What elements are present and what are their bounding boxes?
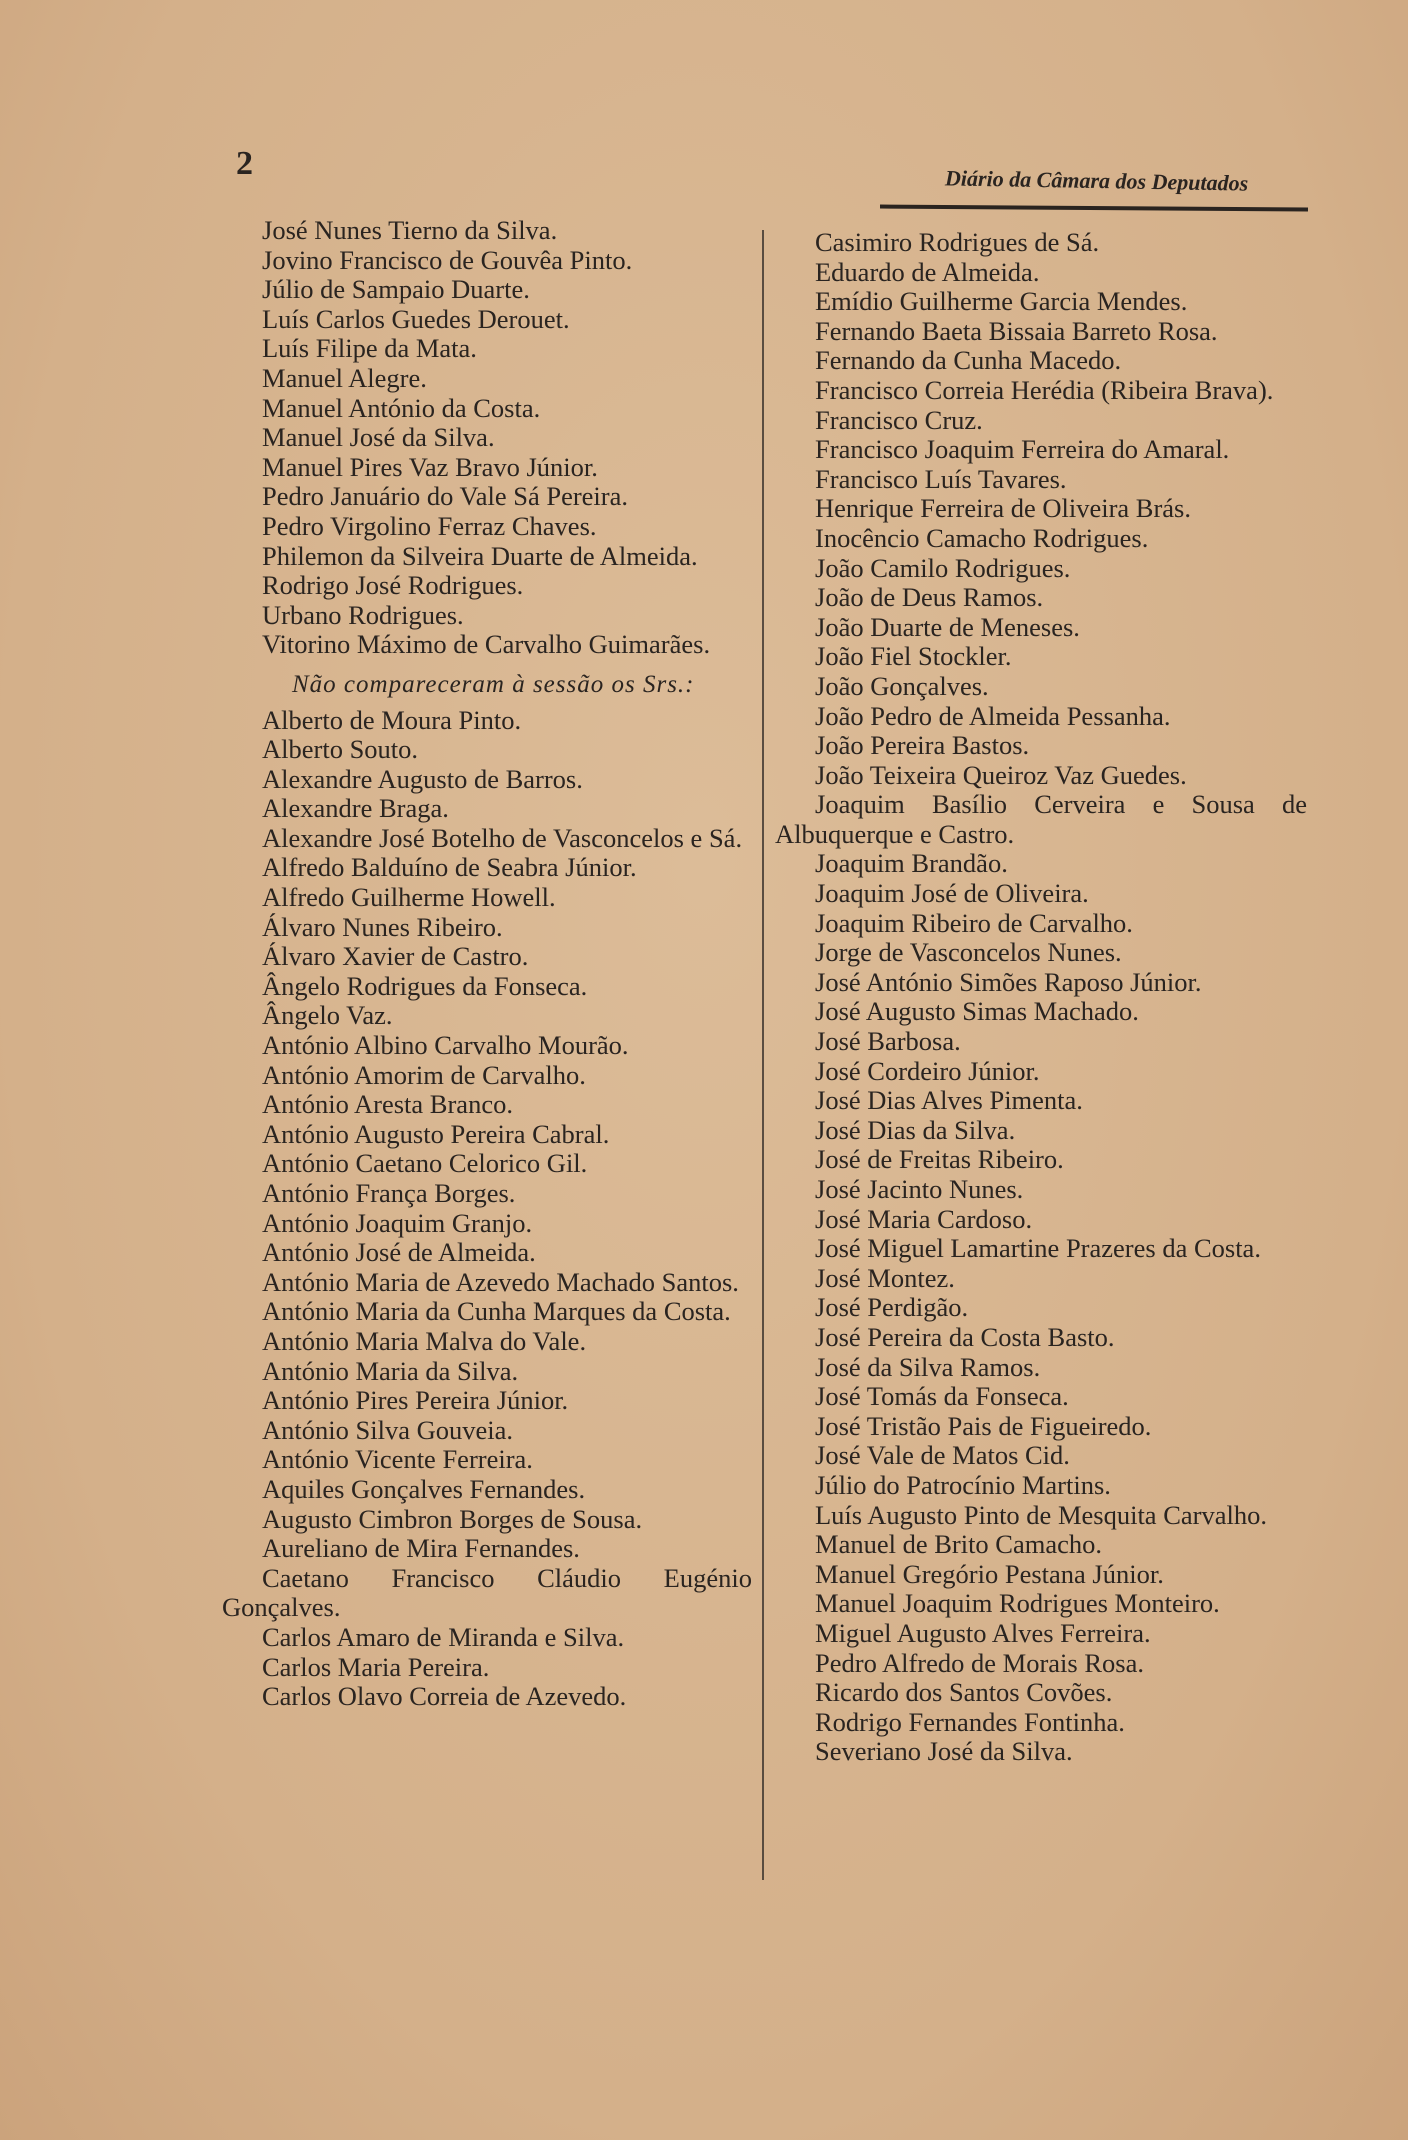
deputy-name: José Miguel Lamartine Prazeres da Costa. [815, 1233, 1261, 1264]
deputy-name: António Joaquim Granjo. [262, 1207, 533, 1238]
deputy-name: José Tomás da Fonseca. [815, 1381, 1069, 1412]
deputy-name: José Pereira da Costa Basto. [815, 1321, 1115, 1352]
deputy-name: Severiano José da Silva. [815, 1736, 1073, 1767]
deputy-name: José Montez. [815, 1262, 955, 1293]
deputy-name: Alberto Souto. [262, 734, 419, 765]
deputy-name: Philemon da Silveira Duarte de Almeida. [262, 540, 698, 571]
deputy-name: António Albino Carvalho Mourão. [262, 1030, 629, 1061]
deputy-name: António Maria Malva do Vale. [262, 1325, 587, 1356]
deputy-name: Pedro Januário do Vale Sá Pereira. [262, 481, 628, 512]
deputy-name: Álvaro Xavier de Castro. [262, 941, 529, 972]
deputy-name: Álvaro Nunes Ribeiro. [262, 911, 503, 942]
deputy-name: João Camilo Rodrigues. [815, 552, 1071, 583]
deputy-name: Joaquim Basílio Cerveira e Sousa de Albuquerque e Castro. [775, 789, 1307, 849]
deputy-name: José de Freitas Ribeiro. [815, 1144, 1064, 1175]
deputy-name: Francisco Luís Tavares. [815, 463, 1067, 494]
deputy-name: Luís Carlos Guedes Derouet. [262, 303, 570, 334]
deputy-name: António França Borges. [262, 1178, 516, 1208]
deputy-name: Urbano Rodrigues. [262, 599, 464, 630]
deputy-name: José Cordeiro Júnior. [815, 1055, 1040, 1086]
deputy-name: Pedro Virgolino Ferraz Chaves. [262, 510, 597, 541]
deputy-name: Carlos Olavo Correia de Azevedo. [262, 1681, 627, 1712]
deputy-name: Caetano Francisco Cláudio Eugénio Gonçalves. [222, 1562, 752, 1623]
header-rule [880, 205, 1308, 212]
deputy-name: Carlos Amaro de Miranda e Silva. [262, 1621, 625, 1652]
deputy-name: José Maria Cardoso. [815, 1203, 1033, 1234]
deputy-name: Manuel Joaquim Rodrigues Monteiro. [815, 1588, 1220, 1619]
deputy-name: Rodrigo José Rodrigues. [262, 570, 524, 601]
deputy-name: Aureliano de Mira Fernandes. [262, 1533, 580, 1564]
deputy-name: Manuel José da Silva. [262, 422, 495, 453]
deputy-name: João Teixeira Queiroz Vaz Guedes. [815, 759, 1187, 790]
deputy-name: Alfredo Guilherme Howell. [262, 882, 556, 913]
deputy-name: José Barbosa. [815, 1026, 961, 1057]
deputy-name: Francisco Correia Herédia (Ribeira Brava). [815, 374, 1274, 405]
deputy-name: Francisco Cruz. [815, 404, 983, 435]
deputy-name: Luís Augusto Pinto de Mesquita Carvalho. [815, 1499, 1267, 1530]
deputy-name: Jovino Francisco de Gouvêa Pinto. [262, 244, 633, 275]
deputy-name: Joaquim Brandão. [815, 848, 1008, 879]
deputy-name: Casimiro Rodrigues de Sá. [815, 227, 1100, 257]
deputy-name: Manuel Pires Vaz Bravo Júnior. [262, 451, 598, 482]
deputy-name: Jorge de Vasconcelos Nunes. [815, 937, 1122, 968]
deputy-name: Miguel Augusto Alves Ferreira. [815, 1617, 1151, 1648]
deputy-name: Ricardo dos Santos Covões. [815, 1677, 1113, 1708]
deputy-name: Ângelo Vaz. [262, 1000, 393, 1031]
deputy-name: Alberto de Moura Pinto. [262, 704, 522, 735]
deputy-name: José da Silva Ramos. [815, 1351, 1041, 1382]
deputy-name: António José de Almeida. [262, 1237, 536, 1268]
right-column [775, 228, 1307, 1767]
deputy-name: Alexandre Augusto de Barros. [262, 763, 583, 794]
deputy-name: Carlos Maria Pereira. [262, 1651, 490, 1682]
deputy-name: António Aresta Branco. [262, 1089, 513, 1120]
deputy-name: Luís Filipe da Mata. [262, 333, 477, 364]
deputy-name: Manuel Alegre. [262, 362, 427, 393]
deputy-name: Fernando da Cunha Macedo. [815, 345, 1122, 376]
deputy-name: António Silva Gouveia. [262, 1414, 513, 1445]
deputy-name: Fernando Baeta Bissaia Barreto Rosa. [815, 315, 1218, 346]
deputy-name: Francisco Joaquim Ferreira do Amaral. [815, 434, 1230, 465]
deputy-name: António Maria da Cunha Marques da Costa. [262, 1296, 731, 1327]
deputy-name: José Perdigão. [815, 1292, 969, 1323]
deputy-name: Joaquim José de Oliveira. [815, 878, 1089, 909]
deputy-name: Emídio Guilherme Garcia Mendes. [815, 286, 1188, 317]
deputy-name: João Duarte de Meneses. [815, 611, 1080, 642]
deputy-name: José Dias da Silva. [815, 1114, 1016, 1145]
deputy-name: Ângelo Rodrigues da Fonseca. [262, 970, 588, 1001]
deputy-name: António Pires Pereira Júnior. [262, 1385, 569, 1416]
deputy-name: António Maria da Silva. [262, 1355, 519, 1386]
deputy-name: Joaquim Ribeiro de Carvalho. [815, 907, 1133, 938]
deputy-name: António Vicente Ferreira. [262, 1444, 533, 1475]
deputy-name: Rodrigo Fernandes Fontinha. [815, 1706, 1125, 1737]
deputy-name: Inocêncio Camacho Rodrigues. [815, 522, 1149, 553]
deputy-name: Júlio de Sampaio Duarte. [262, 274, 530, 305]
deputy-name: Henrique Ferreira de Oliveira Brás. [815, 493, 1191, 524]
absent-list-left [222, 706, 752, 1712]
deputy-name: Alexandre José Botelho de Vasconcelos e Sá. [262, 822, 743, 853]
deputy-name: José Nunes Tierno da Silva. [262, 215, 558, 245]
absent-list-right [775, 228, 1307, 1767]
deputy-name: Augusto Cimbron Borges de Sousa. [262, 1503, 643, 1534]
deputy-name: Manuel Gregório Pestana Júnior. [815, 1558, 1164, 1589]
left-column [222, 216, 752, 1712]
deputy-name: Eduardo de Almeida. [815, 256, 1040, 287]
deputy-name: Manuel de Brito Camacho. [815, 1529, 1103, 1560]
absent-heading: Não compareceram à sessão os Srs.: [292, 670, 695, 698]
deputy-name: José António Simões Raposo Júnior. [815, 966, 1202, 997]
deputy-name: Pedro Alfredo de Morais Rosa. [815, 1647, 1144, 1678]
deputy-name: Manuel António da Costa. [262, 392, 541, 423]
deputy-name: António Augusto Pereira Cabral. [262, 1118, 610, 1149]
deputy-name: Alfredo Balduíno de Seabra Júnior. [262, 852, 637, 883]
deputy-name: Júlio do Patrocínio Martins. [815, 1469, 1111, 1500]
deputy-name: Alexandre Braga. [262, 793, 449, 824]
present-list [222, 216, 752, 660]
deputy-name: José Augusto Simas Machado. [815, 996, 1139, 1027]
page-number: 2 [236, 145, 253, 182]
deputy-name: José Tristão Pais de Figueiredo. [815, 1410, 1152, 1441]
deputy-name: João Pereira Bastos. [815, 730, 1030, 761]
deputy-name: João Gonçalves. [815, 670, 989, 701]
deputy-name: António Caetano Celorico Gil. [262, 1148, 588, 1179]
publication-title: Diário da Câmara dos Deputados [944, 165, 1249, 196]
column-divider [762, 230, 764, 1880]
deputy-name: António Amorim de Carvalho. [262, 1059, 586, 1090]
deputy-name: Vitorino Máximo de Carvalho Guimarães. [262, 629, 711, 660]
deputy-name: João Pedro de Almeida Pessanha. [815, 700, 1171, 731]
deputy-name: João Fiel Stockler. [815, 641, 1012, 672]
deputy-name: António Maria de Azevedo Machado Santos. [262, 1266, 739, 1297]
deputy-name: José Dias Alves Pimenta. [815, 1085, 1083, 1116]
deputy-name: João de Deus Ramos. [815, 582, 1044, 613]
deputy-name: José Jacinto Nunes. [815, 1174, 1024, 1204]
deputy-name: José Vale de Matos Cid. [815, 1440, 1070, 1471]
deputy-name: Aquiles Gonçalves Fernandes. [262, 1473, 586, 1504]
